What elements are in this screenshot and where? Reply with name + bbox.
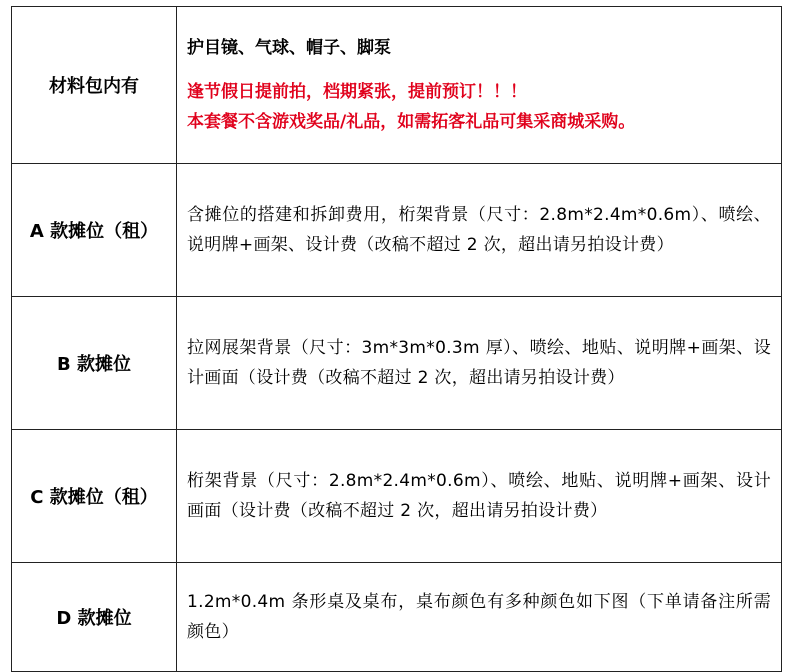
row-label-booth-b: B 款摊位 (12, 297, 177, 430)
table-row-booth-b (12, 297, 782, 430)
row-label-booth-a: A 款摊位（租） (12, 164, 177, 297)
row-content-booth-c: 桁架背景（尺寸：2.8m*2.4m*0.6m）、喷绘、地贴、说明牌+画架、设计画面（设计费（改稿不超过 2 次，超出请另拍设计费） (177, 430, 782, 563)
row-label-materials: 材料包内有 (12, 7, 177, 164)
row-label-booth-d: D 款摊位 (12, 563, 177, 672)
table-row-booth-d (12, 563, 782, 672)
row-content-materials (177, 7, 782, 164)
package-details-table (11, 6, 782, 672)
row-content-booth-a: 含摊位的搭建和拆卸费用，桁架背景（尺寸：2.8m*2.4m*0.6m）、喷绘、说明牌+画架、设计费（改稿不超过 2 次，超出请另拍设计费） (177, 164, 782, 297)
row-content-booth-d: 1.2m*0.4m 条形桌及桌布，桌布颜色有多种颜色如下图（下单请备注所需颜色） (177, 563, 782, 672)
table-row-booth-a (12, 164, 782, 297)
spacer (187, 63, 771, 77)
materials-list: 护目镜、气球、帽子、脚泵 (187, 38, 391, 58)
table-row-booth-c (12, 430, 782, 563)
row-label-booth-c: C 款摊位（租） (12, 430, 177, 563)
gift-notice: 本套餐不含游戏奖品/礼品，如需拓客礼品可集采商城采购。 (187, 112, 636, 132)
booking-warning: 逢节假日提前拍，档期紧张，提前预订！！！ (187, 82, 527, 102)
row-content-booth-b: 拉网展架背景（尺寸：3m*3m*0.3m 厚）、喷绘、地贴、说明牌+画架、设计画面（设计费（改稿不超过 2 次，超出请另拍设计费） (177, 297, 782, 430)
table-row-materials (12, 7, 782, 164)
